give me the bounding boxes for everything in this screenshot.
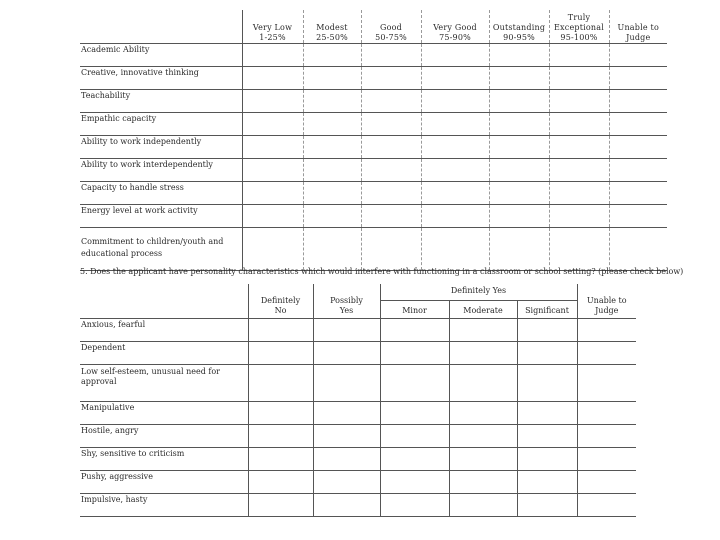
- check-cell[interactable]: [449, 425, 517, 448]
- rating-cell[interactable]: [361, 136, 421, 159]
- rating-cell[interactable]: [421, 205, 489, 228]
- row-label: [80, 44, 242, 67]
- rating-cell[interactable]: [549, 159, 609, 182]
- check-cell[interactable]: [313, 402, 380, 425]
- col-good-range: 50-75%: [375, 33, 407, 42]
- col-minor: Minor: [380, 301, 449, 319]
- col-truly-exceptional-range: 95-100%: [560, 33, 598, 42]
- col-very-low-range: 1-25%: [259, 33, 286, 42]
- rating-cell[interactable]: [242, 67, 303, 90]
- check-cell[interactable]: [577, 319, 636, 342]
- rating-cell[interactable]: [361, 90, 421, 113]
- check-cell[interactable]: [380, 471, 449, 494]
- rating-cell[interactable]: [242, 205, 303, 228]
- check-cell[interactable]: [577, 494, 636, 517]
- row-label: [80, 113, 242, 136]
- rating-cell[interactable]: [242, 182, 303, 205]
- check-cell[interactable]: [517, 402, 577, 425]
- rating-cell[interactable]: [242, 44, 303, 67]
- rating-cell[interactable]: [303, 44, 361, 67]
- col-unable-to-judge: [577, 284, 636, 319]
- rating-cell[interactable]: [489, 182, 549, 205]
- col-good-label: Good: [380, 23, 402, 32]
- row-label-text: Impulsive, hasty: [81, 495, 148, 504]
- row-label: [80, 319, 248, 342]
- row-label-text: Academic Ability: [81, 45, 150, 54]
- check-cell[interactable]: [449, 471, 517, 494]
- check-cell[interactable]: [380, 494, 449, 517]
- rating-cell[interactable]: [303, 228, 361, 271]
- check-cell[interactable]: [449, 402, 517, 425]
- row-label-text-line2: approval: [81, 377, 117, 386]
- check-cell[interactable]: [517, 425, 577, 448]
- rating-cell[interactable]: [361, 205, 421, 228]
- rating-cell[interactable]: [609, 182, 667, 205]
- row-label: [80, 205, 242, 228]
- rating-cell[interactable]: [303, 90, 361, 113]
- col-very-good-range: 75-90%: [439, 33, 471, 42]
- rating-cell[interactable]: [361, 182, 421, 205]
- rating-cell[interactable]: [489, 67, 549, 90]
- col-possibly-yes-line2: Yes: [339, 306, 354, 315]
- header-blank: [80, 10, 242, 44]
- rating-cell[interactable]: [421, 90, 489, 113]
- row-label-text: Ability to work independently: [81, 137, 202, 146]
- check-cell[interactable]: [248, 342, 313, 365]
- col-very-low: [242, 10, 303, 44]
- check-cell[interactable]: [380, 448, 449, 471]
- rating-cell[interactable]: [421, 67, 489, 90]
- row-label: [80, 365, 248, 402]
- rating-cell[interactable]: [421, 228, 489, 271]
- check-cell[interactable]: [313, 425, 380, 448]
- rating-cell[interactable]: [549, 67, 609, 90]
- col-outstanding: [489, 10, 549, 44]
- row-label-text: Creative, innovative thinking: [81, 68, 199, 77]
- rating-row: [80, 228, 667, 271]
- col-modest-range: 25-50%: [316, 33, 348, 42]
- rating-cell[interactable]: [303, 67, 361, 90]
- rating-cell[interactable]: [549, 90, 609, 113]
- rating-cell[interactable]: [303, 182, 361, 205]
- row-label-text: Teachability: [81, 91, 131, 100]
- row-label: [80, 90, 242, 113]
- row-label-text-line2: educational process: [81, 249, 163, 258]
- rating-cell[interactable]: [609, 67, 667, 90]
- check-cell[interactable]: [449, 448, 517, 471]
- rating-cell[interactable]: [361, 228, 421, 271]
- rating-cell[interactable]: [489, 44, 549, 67]
- check-cell[interactable]: [248, 494, 313, 517]
- rating-row: [80, 205, 667, 228]
- row-label: [80, 67, 242, 90]
- check-cell[interactable]: [517, 342, 577, 365]
- row-label-text: Energy level at work activity: [81, 206, 198, 215]
- rating-cell[interactable]: [489, 113, 549, 136]
- check-cell[interactable]: [380, 319, 449, 342]
- rating-cell[interactable]: [242, 90, 303, 113]
- rating-cell[interactable]: [361, 159, 421, 182]
- personality-row: [80, 425, 636, 448]
- check-cell[interactable]: [248, 448, 313, 471]
- rating-cell[interactable]: [421, 44, 489, 67]
- col-definitely-no: [248, 284, 313, 319]
- col-modest: [303, 10, 361, 44]
- col-truly-exceptional: [549, 10, 609, 44]
- rating-cell[interactable]: [242, 136, 303, 159]
- rating-cell[interactable]: [549, 44, 609, 67]
- rating-cell[interactable]: [361, 67, 421, 90]
- row-label: [80, 159, 242, 182]
- check-cell[interactable]: [577, 425, 636, 448]
- check-cell[interactable]: [517, 448, 577, 471]
- rating-cell[interactable]: [242, 113, 303, 136]
- rating-cell[interactable]: [609, 113, 667, 136]
- row-label-text: Capacity to handle stress: [81, 183, 184, 192]
- personality-row: [80, 471, 636, 494]
- check-cell[interactable]: [577, 402, 636, 425]
- row-label: [80, 182, 242, 205]
- row-label: [80, 425, 248, 448]
- rating-cell[interactable]: [489, 136, 549, 159]
- col-truly-exceptional-label: Exceptional: [554, 23, 604, 32]
- col-unable-to-judge: [609, 10, 667, 44]
- rating-cell[interactable]: [489, 159, 549, 182]
- col-good: [361, 10, 421, 44]
- personality-row: [80, 448, 636, 471]
- check-cell[interactable]: [313, 319, 380, 342]
- check-cell[interactable]: [517, 365, 577, 402]
- row-label-text: Dependent: [81, 343, 126, 352]
- rating-cell[interactable]: [549, 136, 609, 159]
- rating-cell[interactable]: [549, 205, 609, 228]
- row-label-text: Commitment to children/youth and: [81, 237, 224, 246]
- rating-row: [80, 159, 667, 182]
- col-unable-line2: Judge: [595, 306, 619, 315]
- row-label-text: Manipulative: [81, 403, 135, 412]
- check-cell[interactable]: [517, 494, 577, 517]
- check-cell[interactable]: [248, 471, 313, 494]
- rating-cell[interactable]: [609, 159, 667, 182]
- personality-row: [80, 494, 636, 517]
- col-truly-exceptional-line1: Truly: [567, 13, 591, 22]
- rating-row: [80, 182, 667, 205]
- col-unable-line1: Unable to: [586, 296, 627, 305]
- rating-row: [80, 44, 667, 67]
- row-label-text: Ability to work interdependently: [81, 160, 213, 169]
- check-cell[interactable]: [313, 365, 380, 402]
- row-label: [80, 136, 242, 159]
- col-outstanding-label: Outstanding: [492, 23, 546, 32]
- check-cell[interactable]: [313, 342, 380, 365]
- rating-cell[interactable]: [242, 159, 303, 182]
- col-significant: Significant: [517, 301, 577, 319]
- row-label-text: Shy, sensitive to criticism: [81, 449, 185, 458]
- rating-cell[interactable]: [421, 113, 489, 136]
- rating-cell[interactable]: [242, 228, 303, 271]
- col-definitely-no-line2: No: [274, 306, 287, 315]
- check-cell[interactable]: [248, 425, 313, 448]
- row-label-text: Empathic capacity: [81, 114, 157, 123]
- row-label: [80, 228, 242, 271]
- rating-cell[interactable]: [489, 228, 549, 271]
- personality-row: [80, 365, 636, 402]
- rating-cell[interactable]: [489, 205, 549, 228]
- check-cell[interactable]: [248, 319, 313, 342]
- row-label: [80, 342, 248, 365]
- col-unable-label: Unable to: [617, 23, 659, 32]
- check-cell[interactable]: [449, 319, 517, 342]
- check-cell[interactable]: [248, 402, 313, 425]
- col-very-low-label: Very Low: [252, 23, 293, 32]
- check-cell[interactable]: [313, 448, 380, 471]
- group-definitely-yes: Definitely Yes: [380, 284, 577, 301]
- personality-row: [80, 319, 636, 342]
- row-label: [80, 494, 248, 517]
- check-cell[interactable]: [313, 494, 380, 517]
- rating-table: [80, 10, 667, 271]
- personality-header-row: [80, 284, 636, 301]
- personality-table: [80, 284, 636, 517]
- rating-cell[interactable]: [609, 205, 667, 228]
- header-blank: [80, 284, 248, 319]
- check-cell[interactable]: [380, 402, 449, 425]
- col-outstanding-range: 90-95%: [503, 33, 535, 42]
- rating-cell[interactable]: [421, 159, 489, 182]
- col-very-good-label: Very Good: [433, 23, 477, 32]
- rating-cell[interactable]: [303, 113, 361, 136]
- col-unable-label2: Judge: [626, 33, 651, 42]
- check-cell[interactable]: [577, 342, 636, 365]
- rating-cell[interactable]: [549, 228, 609, 271]
- check-cell[interactable]: [313, 471, 380, 494]
- rating-row: [80, 136, 667, 159]
- row-label: [80, 448, 248, 471]
- rating-cell[interactable]: [421, 182, 489, 205]
- rating-cell[interactable]: [361, 44, 421, 67]
- row-label: [80, 471, 248, 494]
- check-cell[interactable]: [577, 448, 636, 471]
- check-cell[interactable]: [517, 471, 577, 494]
- row-label-text: Pushy, aggressive: [81, 472, 153, 481]
- col-definitely-no-line1: Definitely: [260, 296, 301, 305]
- check-cell[interactable]: [449, 494, 517, 517]
- col-modest-label: Modest: [316, 23, 348, 32]
- col-possibly-yes: [313, 284, 380, 319]
- rating-cell[interactable]: [609, 136, 667, 159]
- rating-cell[interactable]: [489, 90, 549, 113]
- rating-row: [80, 67, 667, 90]
- check-cell[interactable]: [449, 342, 517, 365]
- row-label-text: Anxious, fearful: [81, 320, 146, 329]
- check-cell[interactable]: [577, 365, 636, 402]
- row-label: [80, 402, 248, 425]
- check-cell[interactable]: [380, 365, 449, 402]
- col-possibly-yes-line1: Possibly: [330, 296, 363, 305]
- rating-cell[interactable]: [303, 159, 361, 182]
- personality-row: [80, 402, 636, 425]
- row-label-text: Hostile, angry: [81, 426, 139, 435]
- check-cell[interactable]: [577, 471, 636, 494]
- col-very-good: [421, 10, 489, 44]
- rating-row: [80, 90, 667, 113]
- rating-cell[interactable]: [549, 113, 609, 136]
- rating-cell[interactable]: [549, 182, 609, 205]
- rating-cell[interactable]: [421, 136, 489, 159]
- rating-row: [80, 113, 667, 136]
- rating-cell[interactable]: [361, 113, 421, 136]
- col-moderate: Moderate: [449, 301, 517, 319]
- rating-cell[interactable]: [303, 205, 361, 228]
- check-cell[interactable]: [380, 425, 449, 448]
- rating-cell[interactable]: [303, 136, 361, 159]
- rating-cell[interactable]: [609, 228, 667, 271]
- rating-cell[interactable]: [609, 90, 667, 113]
- question-5: 5. Does the applicant have personality characteristics which would interfere with functioning in a classroom or school setting? (please check below): [80, 267, 684, 276]
- check-cell[interactable]: [380, 342, 449, 365]
- check-cell[interactable]: [449, 365, 517, 402]
- check-cell[interactable]: [517, 319, 577, 342]
- rating-header-row: [80, 10, 667, 44]
- rating-cell[interactable]: [609, 44, 667, 67]
- check-cell[interactable]: [248, 365, 313, 402]
- personality-row: [80, 342, 636, 365]
- row-label-text: Low self-esteem, unusual need for: [81, 367, 220, 376]
